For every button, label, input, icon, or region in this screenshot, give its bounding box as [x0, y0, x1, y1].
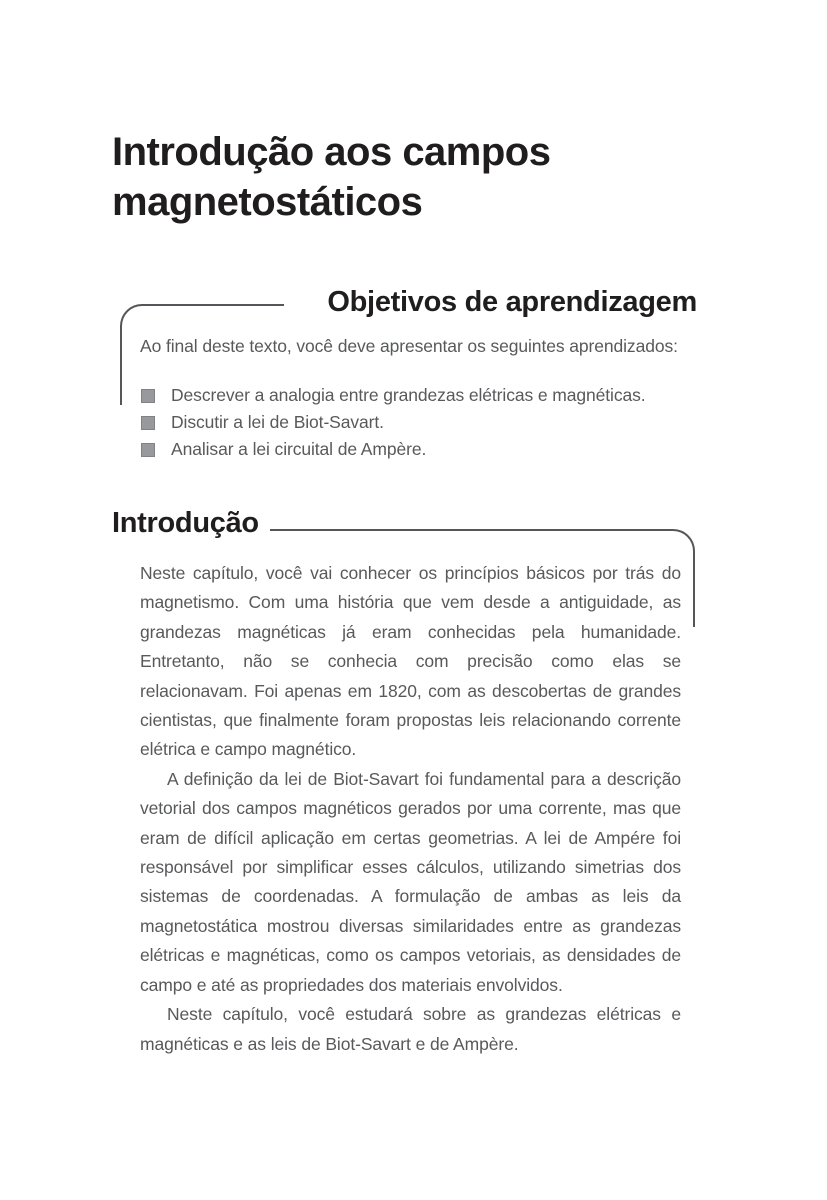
square-bullet-icon [141, 416, 155, 430]
list-item-label: Analisar a lei circuital de Ampère. [171, 439, 427, 459]
list-item-label: Discutir a lei de Biot-Savart. [171, 412, 384, 432]
introduction-body [140, 559, 681, 1059]
list-item-label: Descrever a analogia entre grandezas elétricas e magnéticas. [171, 385, 646, 405]
paragraph: A definição da lei de Biot-Savart foi fundamental para a descrição vetorial dos campos magnéticos gerados por uma corrente, mas que eram de difícil aplicação em certas geometrias. A lei de Ampére foi responsável por simplificar esses cálculos, utilizando simetrias dos sistemas de coordenadas. A formulação de ambas as leis da magnetostática mostrou diversas similaridades entre as grandezas elétricas e magnéticas, como os campos vetoriais, as densidades de campo e até as propriedades dos materiais envolvidos. [140, 768, 681, 995]
list-item [140, 386, 646, 405]
square-bullet-icon [141, 443, 155, 457]
list-item [140, 413, 646, 432]
square-bullet-icon [141, 389, 155, 403]
paragraph: Neste capítulo, você estudará sobre as grandezas elétricas e magnéticas e as leis de Biot-Savart e de Ampère. [140, 1004, 681, 1054]
paragraph: Neste capítulo, você vai conhecer os princípios básicos por trás do magnetismo. Com uma história que vem desde a antiguidade, as grandezas magnéticas já eram conhecidas pela humanidade. Entretanto, não se conhecia com precisão como elas se relacionavam. Foi apenas em 1820, com as descobertas de grandes cientistas, que finalmente foram propostas leis relacionando corrente elétrica e campo magnético. [140, 563, 681, 760]
list-item [140, 440, 646, 459]
objectives-heading: Objetivos de aprendizagem [327, 286, 697, 318]
introduction-heading: Introdução [112, 507, 259, 539]
chapter-title: Introdução aos campos magnetostáticos [112, 130, 551, 224]
objectives-list [140, 386, 646, 467]
objectives-intro-text: Ao final deste texto, você deve apresentar os seguintes aprendizados: [140, 336, 678, 356]
